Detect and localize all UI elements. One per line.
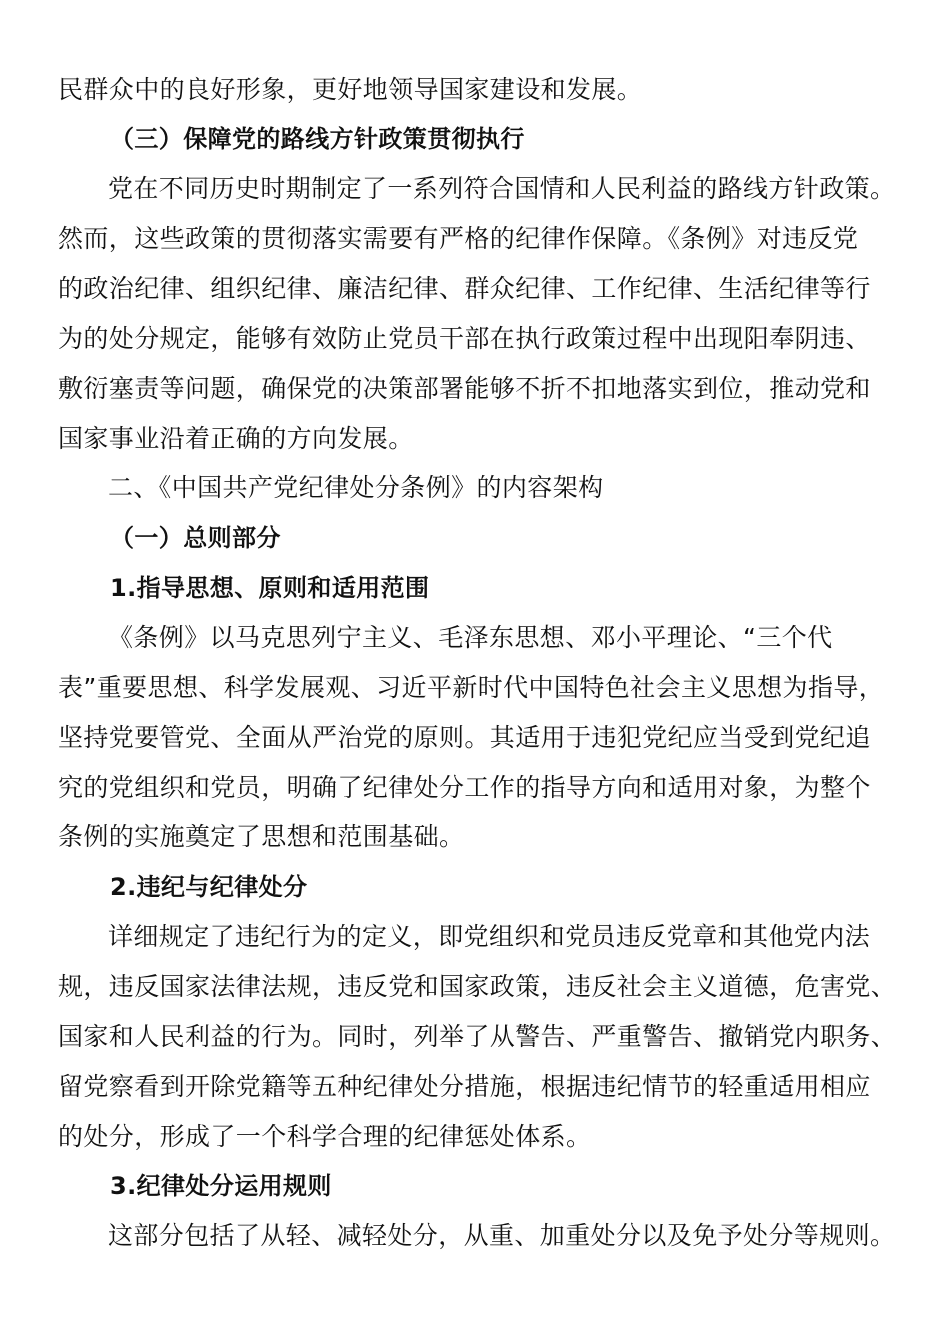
paragraph-line: 的政治纪律、组织纪律、廉洁纪律、群众纪律、工作纪律、生活纪律等行 xyxy=(58,274,871,303)
paragraph-line: 国家和人民利益的行为。同时，列举了从警告、严重警告、撤销党内职务、 xyxy=(58,1022,897,1051)
section-heading: （一）总则部分 xyxy=(110,524,281,552)
paragraph-line: 详细规定了违纪行为的定义，即党组织和党员违反党章和其他党内法 xyxy=(108,922,871,951)
paragraph-line: 国家事业沿着正确的方向发展。 xyxy=(58,424,414,453)
subsection-heading: 1.指导思想、原则和适用范围 xyxy=(110,574,430,602)
paragraph-line: 这部分包括了从轻、减轻处分，从重、加重处分以及免予处分等规则。 xyxy=(108,1221,896,1250)
paragraph-line: 为的处分规定，能够有效防止党员干部在执行政策过程中出现阳奉阴违、 xyxy=(58,324,871,353)
paragraph-line: 留党察看到开除党籍等五种纪律处分措施，根据违纪情节的轻重适用相应 xyxy=(58,1072,871,1101)
paragraph-line: 《条例》以马克思列宁主义、毛泽东思想、邓小平理论、“三个代 xyxy=(108,623,833,652)
subsection-heading: 2.违纪与纪律处分 xyxy=(110,873,308,901)
paragraph-line: 规，违反国家法律法规，违反党和国家政策，违反社会主义道德，危害党、 xyxy=(58,972,897,1001)
paragraph-line: 党在不同历史时期制定了一系列符合国情和人民利益的路线方针政策。 xyxy=(108,174,896,203)
paragraph-line: 条例的实施奠定了思想和范围基础。 xyxy=(58,822,465,851)
section-heading: （三）保障党的路线方针政策贯彻执行 xyxy=(110,125,525,153)
paragraph-line: 敷衍塞责等问题，确保党的决策部署能够不折不扣地落实到位，推动党和 xyxy=(58,374,871,403)
paragraph-line: 然而，这些政策的贯彻落实需要有严格的纪律作保障。《条例》对违反党 xyxy=(58,224,859,253)
paragraph-line: 坚持党要管党、全面从严治党的原则。其适用于违犯党纪应当受到党纪追 xyxy=(58,723,871,752)
paragraph-line: 的处分，形成了一个科学合理的纪律惩处体系。 xyxy=(58,1122,592,1151)
subsection-heading: 3.纪律处分运用规则 xyxy=(110,1172,332,1200)
paragraph-line: 民群众中的良好形象，更好地领导国家建设和发展。 xyxy=(58,75,643,104)
paragraph-line: 究的党组织和党员，明确了纪律处分工作的指导方向和适用对象，为整个 xyxy=(58,773,871,802)
paragraph-line: 表”重要思想、科学发展观、习近平新时代中国特色社会主义思想为指导， xyxy=(58,673,885,702)
chapter-heading: 二、《中国共产党纪律处分条例》的内容架构 xyxy=(108,473,604,502)
